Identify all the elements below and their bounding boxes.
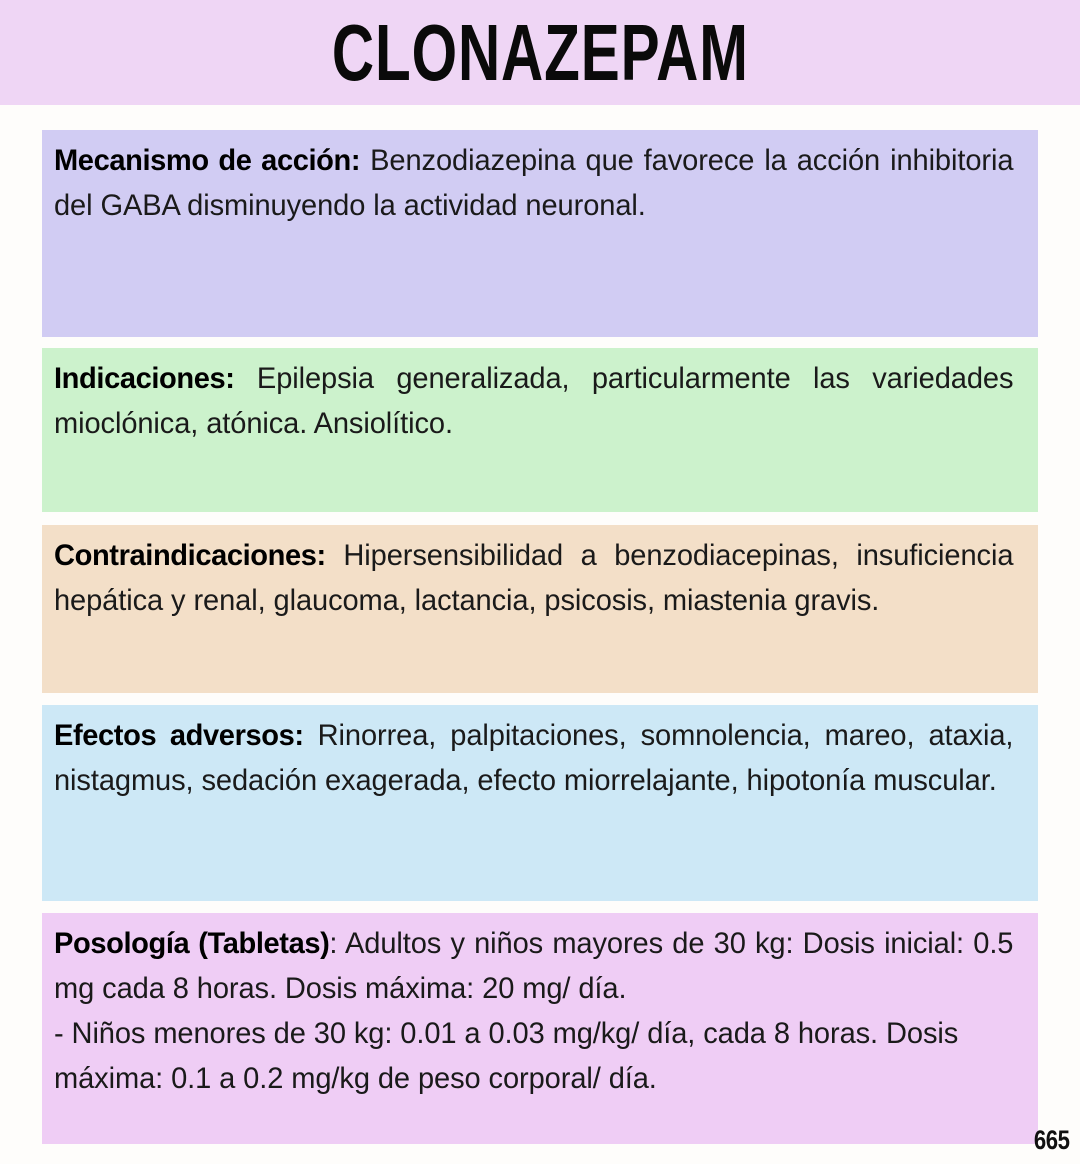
section-efectos-adversos <box>42 705 1038 901</box>
page-number: 665 <box>1034 1125 1070 1155</box>
section-text: Hipersensibilidad a benzodiacepinas, insuficiencia hepática y renal, glaucoma, lactancia, psicosis, miastenia gravis. <box>54 539 1014 618</box>
section-paragraph <box>54 138 1013 228</box>
section-indicaciones <box>42 348 1038 512</box>
section-label: Contraindicaciones: <box>54 539 326 572</box>
section-mecanismo-de-accion <box>42 130 1038 337</box>
section-text: : Adultos y niños mayores de 30 kg: Dosis inicial: 0.5 mg cada 8 horas. Dosis máxima: 20 mg/ día. <box>54 927 1014 1006</box>
section-paragraph <box>54 921 1013 1011</box>
section-label: Efectos adversos: <box>54 719 304 752</box>
section-text: Epilepsia generalizada, particularmente las variedades mioclónica, atónica. Ansiolítico. <box>54 362 1014 441</box>
section-label: Posología (Tabletas) <box>54 927 330 960</box>
section-text: Benzodiazepina que favorece la acción inhibitoria del GABA disminuyendo la actividad neuronal. <box>54 144 1014 223</box>
section-label: Mecanismo de acción: <box>54 144 361 177</box>
section-text: Rinorrea, palpitaciones, somnolencia, mareo, ataxia, nistagmus, sedación exagerada, efecto miorrelajante, hipotonía muscular. <box>54 719 1014 798</box>
page-title: CLONAZEPAM <box>331 7 749 98</box>
section-label: Indicaciones: <box>54 362 235 395</box>
section-paragraph <box>54 533 1013 623</box>
section-paragraph <box>54 713 1013 803</box>
section-paragraph-secondary: - Niños menores de 30 kg: 0.01 a 0.03 mg/kg/ día, cada 8 horas. Dosis máxima: 0.1 a 0.2 mg/kg de peso corporal/ día. <box>54 1017 959 1096</box>
section-contraindicaciones <box>42 525 1038 693</box>
section-paragraph <box>54 356 1013 446</box>
header-band <box>0 0 1080 105</box>
section-posologia <box>42 913 1038 1144</box>
